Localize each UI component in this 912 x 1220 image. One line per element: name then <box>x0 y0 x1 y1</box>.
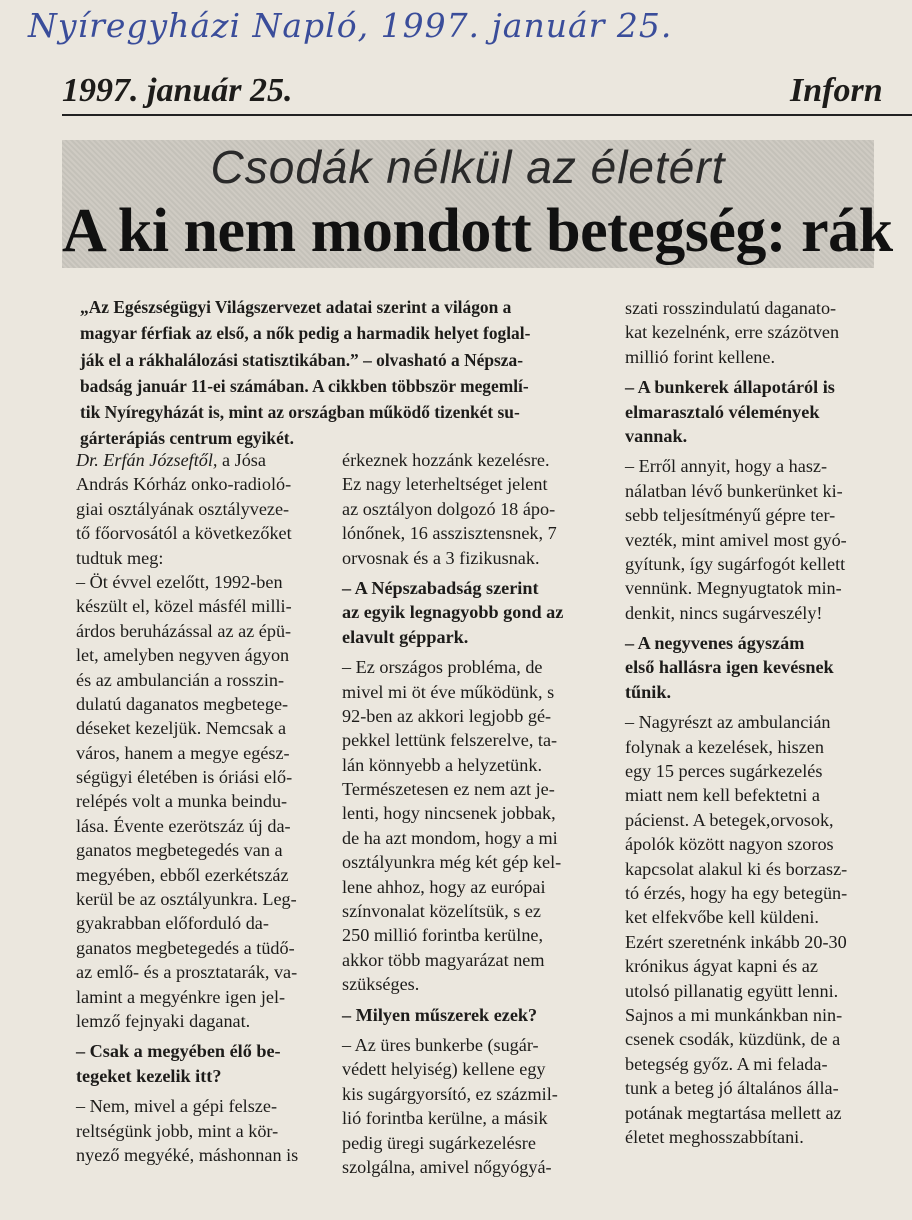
body-line: gyakrabban előforduló da- <box>76 913 269 934</box>
question-line: – Milyen műszerek ezek? <box>342 1004 538 1025</box>
body-line: kerül be az osztályunkra. Leg- <box>76 889 297 910</box>
body-line: dulatú daganatos megbetege- <box>76 693 289 714</box>
question-line: – Csak a megyében élő be- <box>76 1041 281 1062</box>
lead-line: tik Nyíregyházát is, mint az országban működő tizenkét su- <box>80 402 520 423</box>
body-line: osztályunkra még két gép kel- <box>342 852 562 873</box>
body-line: giai osztályának osztályveze- <box>76 498 290 519</box>
body-line: tudtuk meg: <box>76 547 164 568</box>
question-line: első hallásra igen kevésnek <box>625 657 834 678</box>
question-line: elavult géppark. <box>342 626 469 647</box>
body-line: vezték, mint amivel most gyó- <box>625 529 847 550</box>
body-line: és az ambulancián a rosszin- <box>76 669 285 690</box>
body-line: folynak a kezelések, hiszen <box>625 736 824 757</box>
column-2 <box>342 448 600 1179</box>
body-line: tő főorvosától a következőket <box>76 523 292 544</box>
body-line: utolsó pillanatig együtt lenni. <box>625 980 839 1001</box>
body-line: krónikus ágyat kapni és az <box>625 956 818 977</box>
body-line: kapcsolat alakul ki és borzasz- <box>625 858 848 879</box>
body-line: András Kórház onko-radioló- <box>76 474 292 495</box>
body-line: denkit, nincs sugárveszély! <box>625 602 823 623</box>
body-line: kis sugárgyorsító, ez százmil- <box>342 1083 558 1104</box>
question-line: – A bunkerek állapotáról is <box>625 377 835 398</box>
body-line: – Nem, mivel a gépi felsze- <box>76 1096 277 1117</box>
body-line: védett helyiség) kellene egy <box>342 1059 546 1080</box>
body-line: Sajnos a mi munkánkban nin- <box>625 1004 843 1025</box>
body-line: miatt nem kell befektetni a <box>625 785 820 806</box>
body-line: 250 millió forintba kerülne, <box>342 925 544 946</box>
body-line: lán könnyebb a helyzetünk. <box>342 754 543 775</box>
body-line: let, amelyben negyven ágyon <box>76 645 290 666</box>
section-title: Inforn <box>790 72 883 109</box>
body-line: Dr. Erfán Józseftől, a Jósa <box>76 450 266 470</box>
body-line: pácienst. A betegek,orvosok, <box>625 809 834 830</box>
column-3 <box>625 296 880 1149</box>
lead-line: ják el a rákhalálozási statisztikában.” – olvasható a Népsza- <box>80 349 523 370</box>
body-line: ganatos megbetegedés van a <box>76 840 283 861</box>
question-line: tegeket kezelik itt? <box>76 1065 222 1086</box>
body-line: – Nagyrészt az ambulancián <box>625 712 831 733</box>
question-line: vannak. <box>625 425 688 446</box>
interviewee-name: Dr. Erfán Józseftől, <box>76 450 218 470</box>
body-line: reltségünk jobb, mint a kör- <box>76 1120 279 1141</box>
body-line: pekkel lettünk felszerelve, ta- <box>342 730 558 751</box>
body-line: lió forintba kerülne, a másik <box>342 1108 548 1129</box>
lead-line: „Az Egészségügyi Világszervezet adatai szerint a világon a <box>80 297 512 317</box>
body-line: Ez nagy leterheltséget jelent <box>342 474 548 495</box>
body-line: betegség győz. A mi felada- <box>625 1053 828 1074</box>
handwritten-source-note: Nyíregyházi Napló, 1997. január 25. <box>28 6 673 45</box>
body-line: – Öt évvel ezelőtt, 1992-ben <box>76 571 283 592</box>
body-line: érkeznek hozzánk kezelésre. <box>342 450 550 470</box>
body-line: ápolók között nagyon szoros <box>625 834 834 855</box>
body-line: az emlő- és a prosztatarák, va- <box>76 962 298 983</box>
body-line: – Ez országos probléma, de <box>342 657 543 678</box>
body-line: nálatban lévő bunkerünket ki- <box>625 480 843 501</box>
body-line: millió forint kellene. <box>625 346 776 367</box>
lead-line: magyar férfiak az első, a nők pedig a harmadik helyet foglal- <box>80 323 531 344</box>
body-line: az osztályon dolgozó 18 ápo- <box>342 498 556 519</box>
question-line: tűnik. <box>625 681 672 702</box>
body-line: szükséges. <box>342 974 420 995</box>
body-line: csenek csodák, küzdünk, de a <box>625 1029 841 1050</box>
lead-line: badság január 11-ei számában. A cikkben többször megemlí- <box>80 375 529 396</box>
body-line: nyező megyéké, máshonnan is <box>76 1144 299 1165</box>
body-line: kat kezelnénk, erre százötven <box>625 322 840 343</box>
body-line: készült el, közel másfél milli- <box>76 596 292 617</box>
body-line: de ha azt mondom, hogy a mi <box>342 827 558 848</box>
body-line: mivel mi öt éve működünk, s <box>342 681 555 702</box>
body-line: relépés volt a munka beindu- <box>76 791 288 812</box>
body-line: pedig üregi sugárkezelésre <box>342 1132 536 1153</box>
column-1 <box>76 448 316 1167</box>
lead-line: gárterápiás centrum egyikét. <box>80 428 294 449</box>
body-line: szolgálna, amivel nőgyógyá- <box>342 1156 552 1177</box>
kicker: Csodák nélkül az életért <box>210 141 726 193</box>
body-line: árdos beruházással az az épü- <box>76 620 292 641</box>
body-line: déseket kezeljük. Nemcsak a <box>76 718 287 739</box>
body-line: ségügyi életében is óriási elő- <box>76 767 293 788</box>
body-line: lása. Évente ezerötszáz új da- <box>76 815 291 836</box>
question-line: – A negyvenes ágyszám <box>625 633 805 654</box>
body-line: 92-ben az akkori legjobb gé- <box>342 705 552 726</box>
body-line: Ezért szeretnénk inkább 20-30 <box>625 931 847 952</box>
body-line: vennünk. Megnyugtatok min- <box>625 578 842 599</box>
body-line: lónőnek, 16 asszisztensnek, 7 <box>342 523 557 544</box>
lead-paragraph <box>80 294 616 452</box>
body-line: lemző fejnyaki daganat. <box>76 1010 251 1031</box>
body-line: tó érzés, hogy ha egy betegün- <box>625 882 848 903</box>
body-line: – Az üres bunkerbe (sugár- <box>342 1034 539 1055</box>
body-line: színvonalat közelítsük, s ez <box>342 901 541 922</box>
issue-date: 1997. január 25. <box>62 72 293 109</box>
headline: A ki nem mondott betegség: rák <box>62 197 893 265</box>
body-line: ket elfekvőbe kell küldeni. <box>625 907 819 928</box>
body-line: Természetesen ez nem azt je- <box>342 779 555 800</box>
body-line: akkor több magyarázat nem <box>342 949 545 970</box>
body-line: lenti, hogy nincsenek jobbak, <box>342 803 556 824</box>
question-line: elmarasztaló vélemények <box>625 401 820 422</box>
body-line: gyítunk, így sugárfogót kellett <box>625 553 846 574</box>
body-line: – Erről annyit, hogy a hasz- <box>625 456 828 477</box>
body-line: sebb teljesítményű gépre ter- <box>625 505 836 526</box>
body-line: potának megtartása mellett az <box>625 1102 842 1123</box>
dateline <box>62 72 912 116</box>
body-line: szati rosszindulatú daganato- <box>625 298 837 318</box>
body-line: megyében, ebből ezerkétszáz <box>76 864 289 885</box>
body-line: lamint a megyénkre igen jel- <box>76 986 286 1007</box>
body-line: orvosnak és a 3 fizikusnak. <box>342 547 540 568</box>
question-line: – A Népszabadság szerint <box>342 577 539 598</box>
body-line: tunk a beteg jó általános álla- <box>625 1078 839 1099</box>
body-line: város, hanem a megye egész- <box>76 742 290 763</box>
body-line: lene ahhoz, hogy az európai <box>342 876 546 897</box>
body-line: életet meghosszabbítani. <box>625 1126 804 1147</box>
body-line: egy 15 perces sugárkezelés <box>625 761 823 782</box>
question-line: az egyik legnagyobb gond az <box>342 602 564 623</box>
body-line: ganatos megbetegedés a tüdő- <box>76 937 295 958</box>
